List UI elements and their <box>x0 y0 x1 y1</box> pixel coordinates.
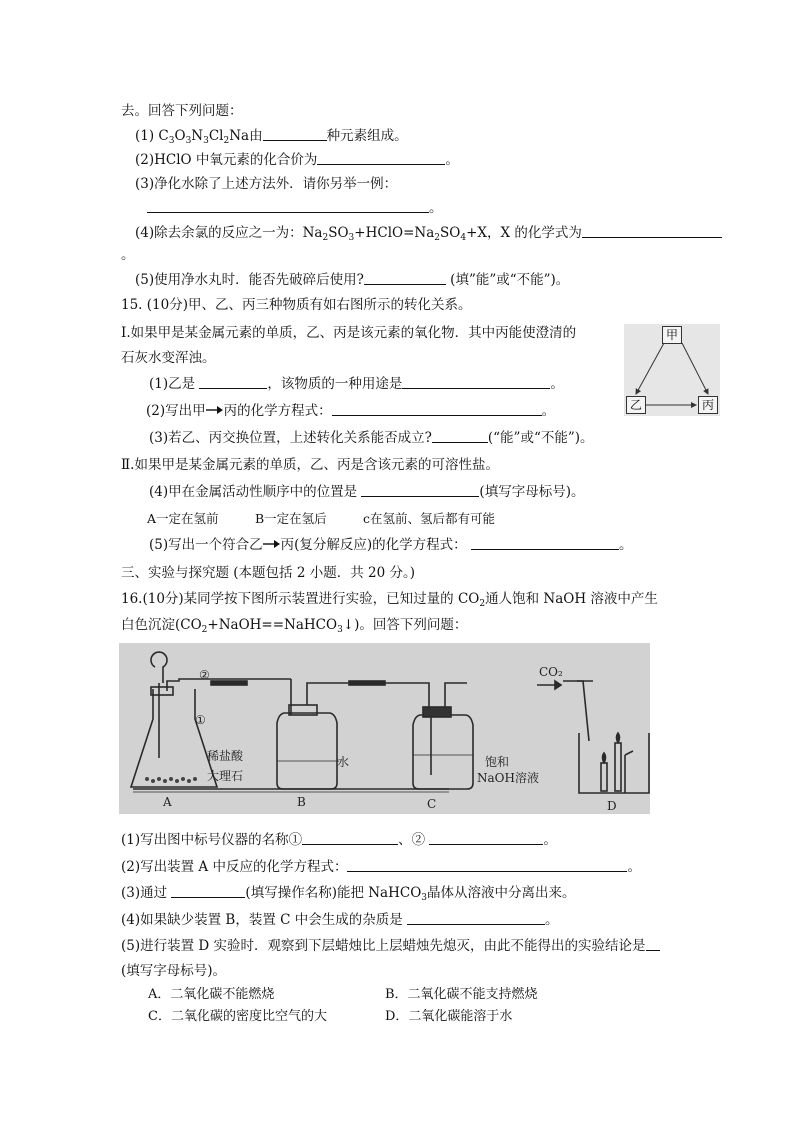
q14-part5: (5)使用净水丸时．能否先破碎后使用? (填”能”或“不能”)。 <box>135 272 570 288</box>
right-arrow-icon <box>263 539 281 549</box>
q15-part1-answer-blank-2[interactable] <box>402 374 550 389</box>
label-c: C <box>427 797 437 811</box>
q16-intro-line1: 16.(10分)某同学按下图所示装置进行实验，已知过量的 $CO_2$通人饱和 NaOH 溶液中产生 <box>121 591 658 609</box>
diagram-node-bing: 丙 <box>698 396 718 414</box>
q14-part4-answer-blank[interactable] <box>582 223 722 238</box>
q15-part1-answer-blank-1[interactable] <box>199 374 267 389</box>
q16-part1-answer-blank-1[interactable] <box>302 830 398 845</box>
apparatus-figure <box>119 643 650 814</box>
q14-part3-answer-blank[interactable] <box>147 198 429 213</box>
q14-part4-end: 。 <box>121 247 135 263</box>
label-saturated: 饱和 <box>485 755 510 769</box>
q14-part4: (4)除去余氯的反应之一为：$Na_2SO_3+HClO=Na_2SO_4+X$，X 的化学式为 <box>135 223 722 248</box>
q16-part5-instruction: (填写字母标号)。 <box>121 963 227 979</box>
label-marble: 大理石 <box>207 769 244 783</box>
q15-case1-line2: 石灰水变浑浊。 <box>121 350 216 366</box>
q16-part3-answer-blank[interactable] <box>171 883 245 898</box>
label-water: 水 <box>337 755 350 769</box>
q15-part3: (3)若乙、丙交换位置，上述转化关系能否成立? (“能”或“不能”)。 <box>149 430 594 446</box>
q16-part2: (2)写出装置 A 中反应的化学方程式： 。 <box>121 859 641 875</box>
q16-part2-answer-blank[interactable] <box>347 857 627 872</box>
q14-part2-answer-blank[interactable] <box>317 150 445 165</box>
transformation-diagram <box>624 324 720 416</box>
q16-part3: (3)通过 (填写操作名称)能把 NaHCO$_3$晶体从溶液中分离出来。 <box>121 885 576 903</box>
q15-part5-answer-blank[interactable] <box>471 535 619 550</box>
label-naoh-solution: NaOH溶液 <box>477 771 539 785</box>
diagram-arrows <box>624 324 720 416</box>
q14-part3: (3)净化水除了上述方法外．请你另举一例： <box>135 176 398 192</box>
diagram-node-jia: 甲 <box>662 326 682 344</box>
label-d: D <box>607 799 617 813</box>
q14-part1-answer-blank[interactable] <box>263 126 327 141</box>
q15-option-b: B一定在氢后 <box>255 511 327 526</box>
q14-part2: (2)HClO 中氧元素的化合价为 。 <box>135 152 459 168</box>
q15-option-a: A一定在氢前 <box>147 511 219 526</box>
diagram-node-yi: 乙 <box>626 396 646 414</box>
q16-part1-answer-blank-2[interactable] <box>429 830 543 845</box>
q16-part4: (4)如果缺少装置 B，装置 C 中会生成的杂质是 。 <box>121 912 559 928</box>
q15-part2: (2)写出甲 丙的化学方程式： 。 <box>146 403 556 419</box>
q14-part5-answer-blank[interactable] <box>364 270 446 285</box>
q14-part1: (1) $C_3O_3N_3Cl_2Na$由 种元素组成。 <box>135 128 408 146</box>
q16-intro-line2: 白色沉淀$(CO_2+NaOH==NaHCO_3↓)$。回答下列问题： <box>121 617 468 635</box>
q15-case1-line1: Ⅰ.如果甲是某金属元素的单质，乙、丙是该元素的氧化物．其中丙能使澄清的 <box>121 325 577 341</box>
label-num1: ① <box>195 713 206 727</box>
q16-option-c: C．二氧化碳的密度比空气的大 <box>148 1009 327 1024</box>
right-arrow-icon <box>206 405 224 415</box>
q15-part4-answer-blank[interactable] <box>361 482 479 497</box>
q16-part1: (1)写出图中标号仪器的名称① 、② 。 <box>121 832 557 848</box>
q16-part5-answer-blank[interactable] <box>646 936 660 951</box>
label-co2: CO₂ <box>539 665 563 679</box>
q15-case2: Ⅱ.如果甲是某金属元素的单质，乙、丙是含该元素的可溶性盐。 <box>121 457 499 473</box>
label-num2: ② <box>199 668 210 682</box>
q15-option-c: c在氢前、氢后都有可能 <box>363 511 496 526</box>
q16-part5: (5)进行装置 D 实验时．观察到下层蜡烛比上层蜡烛先熄灭，由此不能得出的实验结论是 <box>121 936 660 956</box>
q16-part4-answer-blank[interactable] <box>407 910 545 925</box>
q15-part3-answer-blank[interactable] <box>432 428 488 443</box>
label-a: A <box>163 795 172 809</box>
q16-option-a: A．二氧化碳不能燃烧 <box>148 987 275 1002</box>
q15-part2-answer-blank[interactable] <box>332 401 542 416</box>
q16-option-b: B．二氧化碳不能支持燃烧 <box>385 987 538 1002</box>
q15-part4: (4)甲在金属活动性顺序中的位置是 (填写字母标号)。 <box>149 484 585 500</box>
q14-part3-answer-line: 。 <box>147 198 443 218</box>
q15-title: 15. (10分)甲、乙、丙三种物质有如右图所示的转化关系。 <box>121 297 472 313</box>
q16-option-d: D．二氧化碳能溶于水 <box>385 1009 513 1024</box>
section3-heading: 三、实验与探究题 (本题包括 2 小题．共 20 分。) <box>121 565 416 581</box>
q15-part1: (1)乙是 ，该物质的一种用途是 。 <box>149 376 564 392</box>
q15-part5: (5)写出一个符合乙 丙(复分解反应)的化学方程式： 。 <box>149 537 633 553</box>
intro-text: 去。回答下列问题： <box>121 103 243 119</box>
label-dilute-hcl: 稀盐酸 <box>207 749 244 763</box>
label-b: B <box>297 795 306 809</box>
